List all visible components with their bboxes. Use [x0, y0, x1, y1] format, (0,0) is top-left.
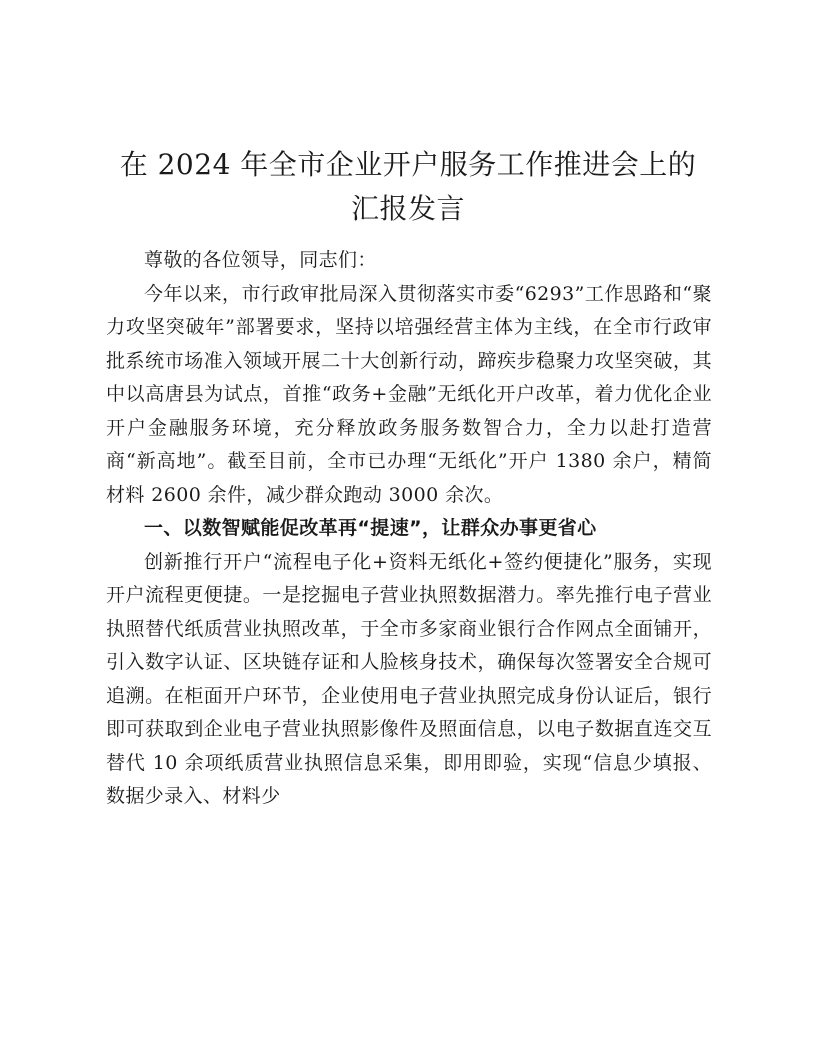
paragraph-intro: 今年以来，市行政审批局深入贯彻落实市委“6293”工作思路和“聚力攻坚突破年”部署要求，坚持以培强经营主体为主线，在全市行政审批系统市场准入领域开展二十大创新行动，蹄疾步稳聚力攻坚突破，其中以高唐县为试点，首推“政务+金融”无纸化开户改革，着力优化企业开户金融服务环境，充分释放政务服务数智合力，全力以赴打造营商“新高地”。截至目前，全市已办理“无纸化”开户 1380 余户，精简材料 2600 余件，减少群众跑动 3000 余次。: [106, 282, 712, 506]
document-title: [100, 143, 716, 231]
title-line-2: 汇报发言: [350, 192, 465, 225]
paragraph-section-1: 创新推行开户“流程电子化+资料无纸化+签约便捷化”服务，实现开户流程更便捷。一是挖掘电子营业执照数据潜力。率先推行电子营业执照替代纸质营业执照改革，于全市多家商业银行合作网点全面铺开，引入数字认证、区块链存证和人脸核身技术，确保每次签署安全合规可追溯。在柜面开户环节，企业使用电子营业执照完成身份认证后，银行即可获取到企业电子营业执照影像件及照面信息，以电子数据直连交互替代 10 余项纸质营业执照信息采集，即用即验，实现“信息少填报、数据少录入、材料少: [106, 550, 712, 807]
section-heading-1: 一、以数智赋能促改革再“提速”，让群众办事更省心: [144, 517, 597, 539]
title-line-1: 在 2024 年全市企业开户服务工作推进会上的: [119, 148, 697, 181]
greeting: 尊敬的各位领导，同志们：: [144, 249, 377, 271]
document-body: [106, 244, 712, 814]
